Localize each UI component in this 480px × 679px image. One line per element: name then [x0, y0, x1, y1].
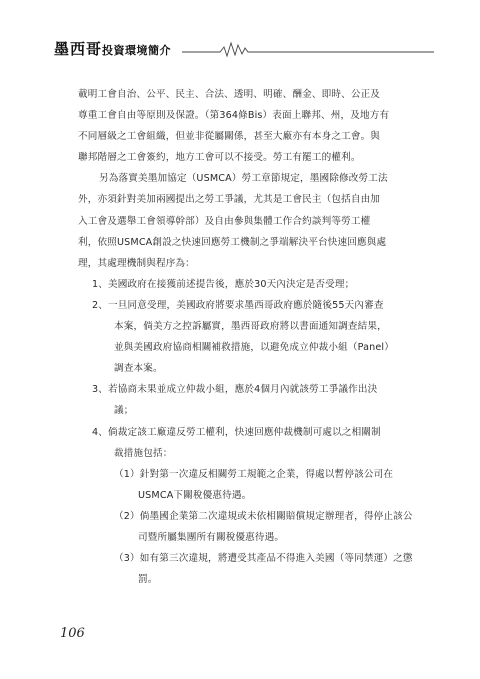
text-line: 本案，倘美方之控訴屬實，墨西哥政府將以書面通知調查結果， — [114, 321, 387, 333]
list-item — [78, 422, 418, 464]
text-line: 調查本案。 — [114, 363, 163, 375]
text-line: 利，依照USMCA創設之快速回應勞工機制之爭端解決平台快速回應與處 — [78, 236, 387, 248]
page-body — [78, 84, 418, 590]
text-line: 理，其處理機制與程序為： — [78, 257, 195, 269]
paragraph-usmca — [78, 168, 418, 273]
header-title-main: 墨西哥 — [54, 40, 103, 58]
header-title — [54, 40, 171, 60]
list-item — [78, 506, 418, 548]
header-title-sub: 投資環境簡介 — [102, 44, 172, 57]
text-line: USMCA下關稅優惠待遇。 — [138, 489, 252, 501]
paragraph-continuation — [78, 84, 418, 168]
list-item — [78, 464, 418, 506]
text-line: 尊重工會自由等原則及保證。（第364條Bis）表面上聯邦、州，及地方有 — [78, 110, 390, 122]
text-line: 罰。 — [138, 574, 158, 586]
list-item — [78, 548, 418, 590]
text-line: 另為落實美墨加協定（USMCA）勞工章節規定，墨國除修改勞工法 — [99, 173, 388, 185]
text-line: 外，亦須針對美加兩國提出之勞工爭議，尤其是工會民主（包括自由加 — [78, 194, 381, 206]
text-line: 司暨所屬集團所有關稅優惠待遇。 — [138, 531, 285, 543]
numbered-list — [78, 274, 418, 464]
page-number: 106 — [60, 626, 85, 641]
text-line: 3、若協商未果並成立仲裁小組，應於4個月內就該勞工爭議作出決 — [92, 384, 378, 396]
text-line: 裁措施包括： — [114, 447, 173, 459]
text-line: （1）針對第一次違反相關勞工規範之企業，得處以暫停該公司在 — [114, 468, 394, 480]
list-item — [78, 379, 418, 421]
text-line: 4、倘裁定該工廠違反勞工權利，快速回應仲裁機制可處以之相關制 — [92, 426, 381, 438]
text-line: （2）倘墨國企業第二次違規或未依相關賠償規定辦理者，得停止該公 — [114, 510, 413, 522]
heartbeat-line-decoration — [182, 40, 434, 58]
text-line: 不同層級之工會組織，但並非從屬關係，甚至大廠亦有本身之工會。與 — [78, 131, 381, 143]
text-line: 入工會及選舉工會領導幹部）及自由參與集體工作合約談判等勞工權 — [78, 215, 371, 227]
text-line: （3）如有第三次違規，將遭受其產品不得進入美國（等同禁運）之懲 — [114, 553, 413, 565]
text-line: 並與美國政府協商相關補救措施，以避免成立仲裁小組（Panel） — [114, 342, 394, 354]
list-item — [78, 295, 418, 379]
text-line: 1、美國政府在接獲前述提告後，應於30天內決定是否受理； — [92, 278, 355, 290]
sub-list — [78, 464, 418, 591]
list-item — [78, 274, 418, 295]
text-line: 議； — [114, 405, 134, 417]
running-header — [54, 40, 434, 58]
text-line: 聯邦階層之工會簽約，地方工會可以不接受。勞工有罷工的權利。 — [78, 152, 361, 164]
text-line: 2、一旦同意受理，美國政府將要求墨西哥政府應於隨後55天內審查 — [92, 299, 384, 311]
text-line: 載明工會自治、公平、民主、合法、透明、明確、酬金、即時、公正及 — [78, 89, 381, 100]
